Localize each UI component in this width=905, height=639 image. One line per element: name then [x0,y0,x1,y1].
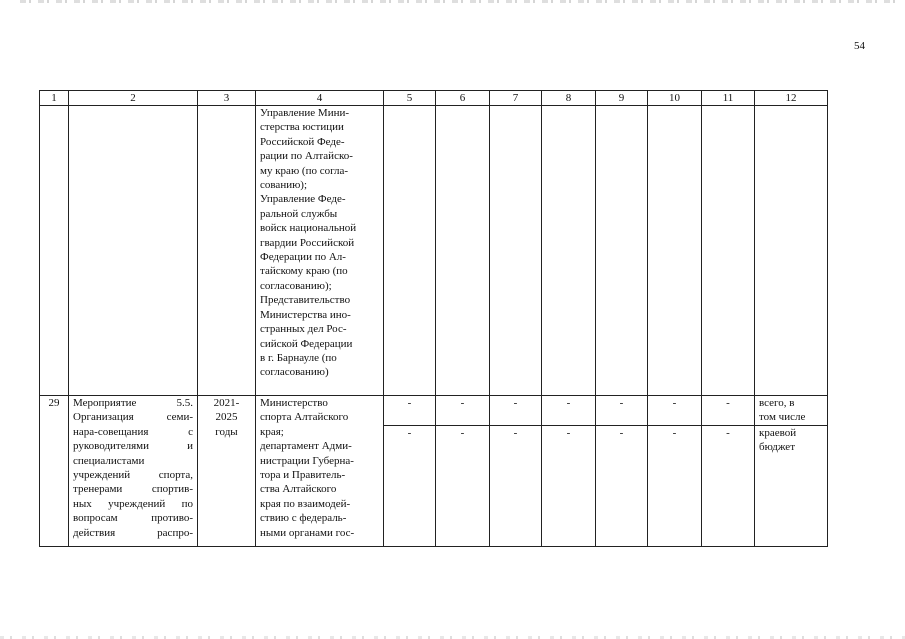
text-line: нара-совещания с [73,425,193,438]
measure-name-cell [69,396,198,547]
text-line: стерства юстиции [260,121,344,134]
text-line: сованию); [260,179,308,192]
value-cell: - [648,396,702,426]
period-cell [198,396,256,547]
header-cell: 8 [542,91,596,106]
text-line: том числе [759,411,806,424]
header-cell: 2 [69,91,198,106]
table-row-29-total [40,396,828,426]
text-line: руководителями и [73,440,193,453]
text-line: всего, в [759,397,795,409]
table-cell [648,106,702,396]
text-line: учреждений спорта, [73,469,193,482]
text-line: согласованию); [260,279,332,292]
text-line: Представительство [260,294,351,307]
text-line: Мероприятие 5.5. [73,397,193,409]
executors-cell [256,106,384,396]
text-line: му краю (по согла- [260,164,349,177]
header-cell: 9 [596,91,648,106]
text-line: странных дел Рос- [260,323,347,336]
funding-source-cell [755,426,828,547]
table-cell [702,106,755,396]
text-line: сийской Федерации [260,337,353,350]
header-cell: 4 [256,91,384,106]
text-line: ных учреждений по [73,497,193,510]
text-line: 2025 [215,411,238,424]
scan-edge-top [20,0,900,3]
value-cell: - [542,426,596,547]
text-line: тайскому краю (по [260,265,348,278]
text-line: ства Алтайского [260,483,337,496]
value-cell: - [436,396,490,426]
text-line: Федерации по Ал- [260,251,346,264]
text-line: рации по Алтайско- [260,150,353,163]
text-line: нистрации Губерна- [260,454,354,467]
text-line: бюджет [759,441,795,454]
text-line: ными органами гос- [260,526,355,539]
table-cell [40,106,69,396]
value-cell: - [702,426,755,547]
text-line: Российской Феде- [260,135,345,148]
table-cell [755,106,828,396]
value-cell: - [384,396,436,426]
value-cell: - [436,426,490,547]
table-cell [436,106,490,396]
text-line: в г. Барнауле (по [260,351,337,364]
program-table [39,90,828,547]
text-line: ствию с федераль- [260,512,347,525]
header-cell: 12 [755,91,828,106]
value-cell: - [702,396,755,426]
table-cell [69,106,198,396]
table-cell [198,106,256,396]
header-cell: 1 [40,91,69,106]
text-line: тренерами спортив- [73,483,193,496]
text-line: вопросам противо- [73,512,193,525]
value-cell: - [490,396,542,426]
header-cell: 6 [436,91,490,106]
table-cell [490,106,542,396]
value-cell: - [542,396,596,426]
text-line: Управление Феде- [260,193,346,206]
text-line: краевой [759,427,797,439]
executors-cell [256,396,384,547]
text-line: ральной службы [260,207,338,220]
value-cell: - [596,396,648,426]
text-line: 2021- [213,397,240,409]
header-cell: 7 [490,91,542,106]
value-cell: - [384,426,436,547]
table-row-continuation [40,106,828,396]
text-line: согласованию) [260,366,329,379]
header-cell: 10 [648,91,702,106]
value-cell: - [596,426,648,547]
page-number: 54 [854,40,865,52]
text-line: гвардии Российской [260,236,355,249]
header-cell: 11 [702,91,755,106]
text-line: действия распро- [73,526,193,539]
funding-source-cell [755,396,828,426]
text-line: департамент Адми- [260,440,352,453]
text-line: края; [260,425,284,438]
text-line: специалистами [73,454,145,467]
text-line: Министерства ино- [260,308,351,321]
table-header-row [40,91,828,106]
table-cell [384,106,436,396]
text-line: годы [215,425,238,438]
text-line: Организация семи- [73,411,193,424]
text-line: тора и Правитель- [260,469,346,482]
header-cell: 5 [384,91,436,106]
value-cell: - [490,426,542,547]
text-line: спорта Алтайского [260,411,349,424]
text-line: Управление Мини- [260,107,350,119]
row-number-cell: 29 [40,396,69,547]
table-cell [542,106,596,396]
header-cell: 3 [198,91,256,106]
table-cell [596,106,648,396]
text-line: Министерство [260,397,328,409]
value-cell: - [648,426,702,547]
text-line: войск национальной [260,222,357,235]
text-line: края по взаимодей- [260,497,351,510]
